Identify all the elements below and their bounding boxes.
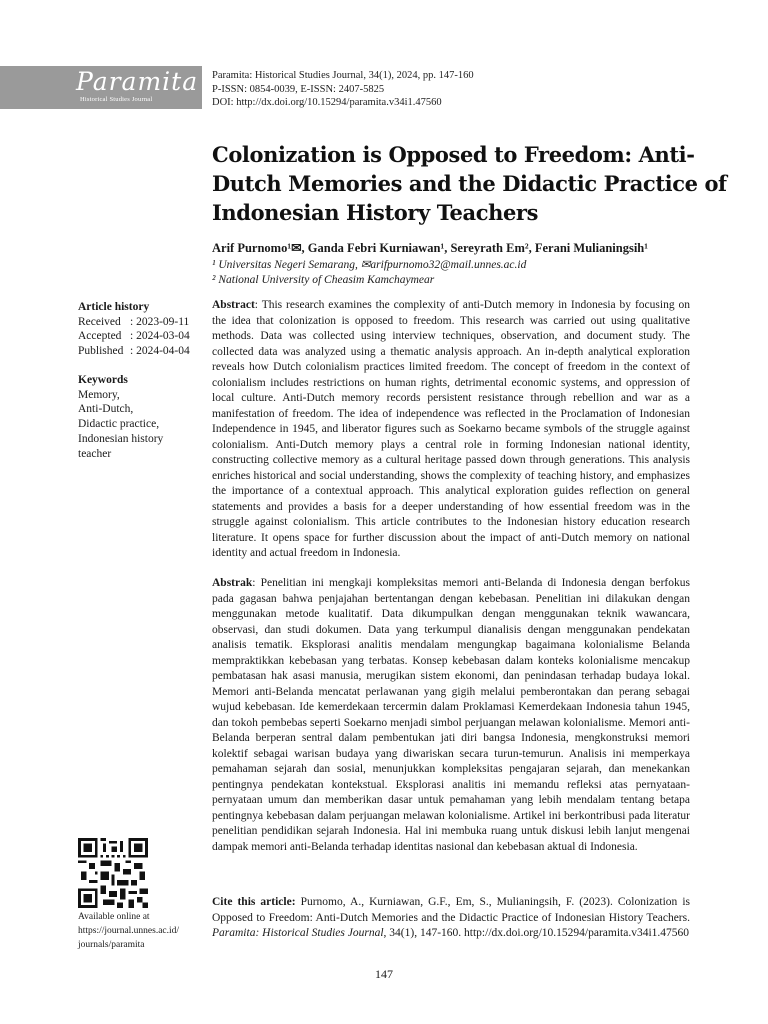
available-online <box>78 910 203 952</box>
available-url-2[interactable]: journals/paramita <box>78 940 145 950</box>
journal-info <box>212 69 474 110</box>
history-label: Accepted <box>78 330 122 343</box>
cite-label: Cite this article: <box>212 896 296 908</box>
keywords <box>78 373 196 461</box>
article-history-heading: Article history <box>78 301 150 313</box>
abstract-label: Abstract <box>212 299 255 311</box>
cite-text-post: , 34(1), 147-160. http://dx.doi.org/10.15294/paramita.v34i1.47560 <box>383 927 690 939</box>
affiliation-1: ¹ Universitas Negeri Semarang, ✉arifpurnomo32@mail.unnes.ac.id <box>212 259 527 271</box>
history-row-accepted <box>78 329 203 344</box>
abstrak-label: Abstrak <box>212 577 253 589</box>
cite-journal: Paramita: Historical Studies Journal <box>212 927 384 939</box>
abstrak-text: : Penelitian ini mengkaji kompleksitas memori anti-Belanda di Indonesia dengan berfokus pada gagasan bahwa penjajahan bertentangan dengan kebebasan. Penelitian ini dilakukan dengan menggunakan metode kualitatif. Data dikumpulkan dengan menggunakan teknik wawancara, observasi, dan studi dokumen. Data yang terkumpul dianalisis dengan menggunakan pendekatan analisis tematik. Eksplorasi analitis mendalam mengungkap bagaimana kolonialisme Belanda mempraktikkan kebebasan yang terbatas. Konsep kebebasan dalam konteks kolonialisme mencakup pembatasan hak asasi manusia, merugikan sistem ekonomi, dan penindasan terhadap budaya lokal. Memori anti-Belanda mencatat perlawanan yang gigih melalui pemberontakan dan perang sebagai wujud kebebasan. Ide kemerdekaan tercermin dalam Proklamasi Kemerdekaan Indonesia tahun 1945, dan tokoh pembebas seperti Soekarno menjadi simbol perjuangan melawan kolonialisme. Memori anti-Belanda berperan sentral dalam pembentukan jati diri bangsa Indonesia, mengkonstruksi memori kolektif sebagai warisan budaya yang diwariskan secara turun-temurun. Analisis ini memperkaya pemahaman sejarah dan sosial, menunjukkan kompleksitas pengajaran sejarah, dan menekankan pentingnya pendekatan kontekstual. Eksplorasi analitis ini memandu refleksi atas pernyataan-pernyataan umum dan memberikan dasar untuk pemahaman yang lebih mendalam tentang betapa pentingnya kebebasan dalam perjuangan melawan kolonialisme. Artikel ini berkontribusi pada literatur penelitian pendidikan sejarah Indonesia. Hal ini membuka ruang untuk diskusi lebih lanjut mengenai dampak memori anti-Belanda terhadap identitas nasional dan kebebasan aktual di Indonesia. <box>212 577 690 853</box>
history-label: Received <box>78 315 121 328</box>
journal-logo: Paramita <box>76 67 199 96</box>
journal-logo-subtitle: Historical Studies Journal <box>80 96 153 103</box>
available-url-1[interactable]: https://journal.unnes.ac.id/ <box>78 926 180 936</box>
keyword-item: Memory, <box>78 388 120 401</box>
keyword-item: Indonesian history teacher <box>78 432 164 460</box>
history-row-received <box>78 315 203 330</box>
journal-doi[interactable]: DOI: http://dx.doi.org/10.15294/paramita.v34i1.47560 <box>212 97 442 108</box>
keyword-item: Anti-Dutch, <box>78 403 134 416</box>
abstract-en <box>212 298 690 562</box>
keywords-heading: Keywords <box>78 374 128 386</box>
abstract-text: : This research examines the complexity of anti-Dutch memory in Indonesia by focusing on the idea that colonization is opposed to freedom. This research was carried out using qualitative methods. Data was collected using interview techniques, observation, and document study. The collected data was analyzed using a thematic analysis approach. An in-depth analytical exploration reveals how Dutch colonialism practices limited freedom. The concept of freedom in the context of colonialism includes restrictions on human rights, detrimental economic systems, and oppression of local culture. Anti-Dutch memory records persistent resistance through rebellion and war as a manifestation of freedom. The idea of independence was reflected in the Proclamation of Indonesian Independence in 1945, and liberator figures such as Soekarno became symbols of the struggle against colonialism. Anti-Dutch memory plays a central role in forming Indonesian national identity, constructing collective memory as a cultural heritage passed down through generations. This analysis enriches historical and social understanding, shows the complexity of teaching history, and emphasizes the importance of a contextual approach. This analytical exploration guides reflection on general statements and provides a basis for a deeper understanding of how essential freedom was in the struggle against colonialism. This article contributes to the Indonesian history education research literature. It opens space for further discussion about the impact of anti-Dutch memory on national identity and actual freedom in Indonesia. <box>212 299 690 559</box>
page-number: 147 <box>375 967 393 981</box>
qr-code-icon[interactable] <box>78 838 148 908</box>
article-history <box>78 300 203 359</box>
history-value: : 2024-03-04 <box>130 330 190 343</box>
affiliation-2: ² National University of Cheasim Kamchaymear <box>212 274 435 286</box>
cite-text-pre: Purnomo, A., Kurniawan, G.F., Em, S., Mulianingsih, F. (2023). Colonization is Opposed to Freedom: Anti-Dutch Memories and the Didactic Practice of Indonesian History Teachers. <box>212 896 690 924</box>
cite-this-article <box>212 895 690 942</box>
history-value: : 2023-09-11 <box>130 315 190 328</box>
journal-issn: P-ISSN: 0854-0039, E-ISSN: 2407-5825 <box>212 83 385 95</box>
keyword-item: Didactic practice, <box>78 418 160 431</box>
authors: Arif Purnomo¹✉, Ganda Febri Kurniawan¹, Sereyrath Em², Ferani Mulianingsih¹ <box>212 241 649 255</box>
history-value: : 2024-04-04 <box>130 345 190 358</box>
history-row-published <box>78 344 203 359</box>
abstract-id <box>212 576 690 855</box>
history-label: Published <box>78 345 124 358</box>
available-label: Available online at <box>78 912 150 922</box>
journal-citation: Paramita: Historical Studies Journal, 34(1), 2024, pp. 147-160 <box>212 70 474 81</box>
article-title: Colonization is Opposed to Freedom: Anti-Dutch Memories and the Didactic Practice of Indonesian History Teachers <box>212 142 727 225</box>
